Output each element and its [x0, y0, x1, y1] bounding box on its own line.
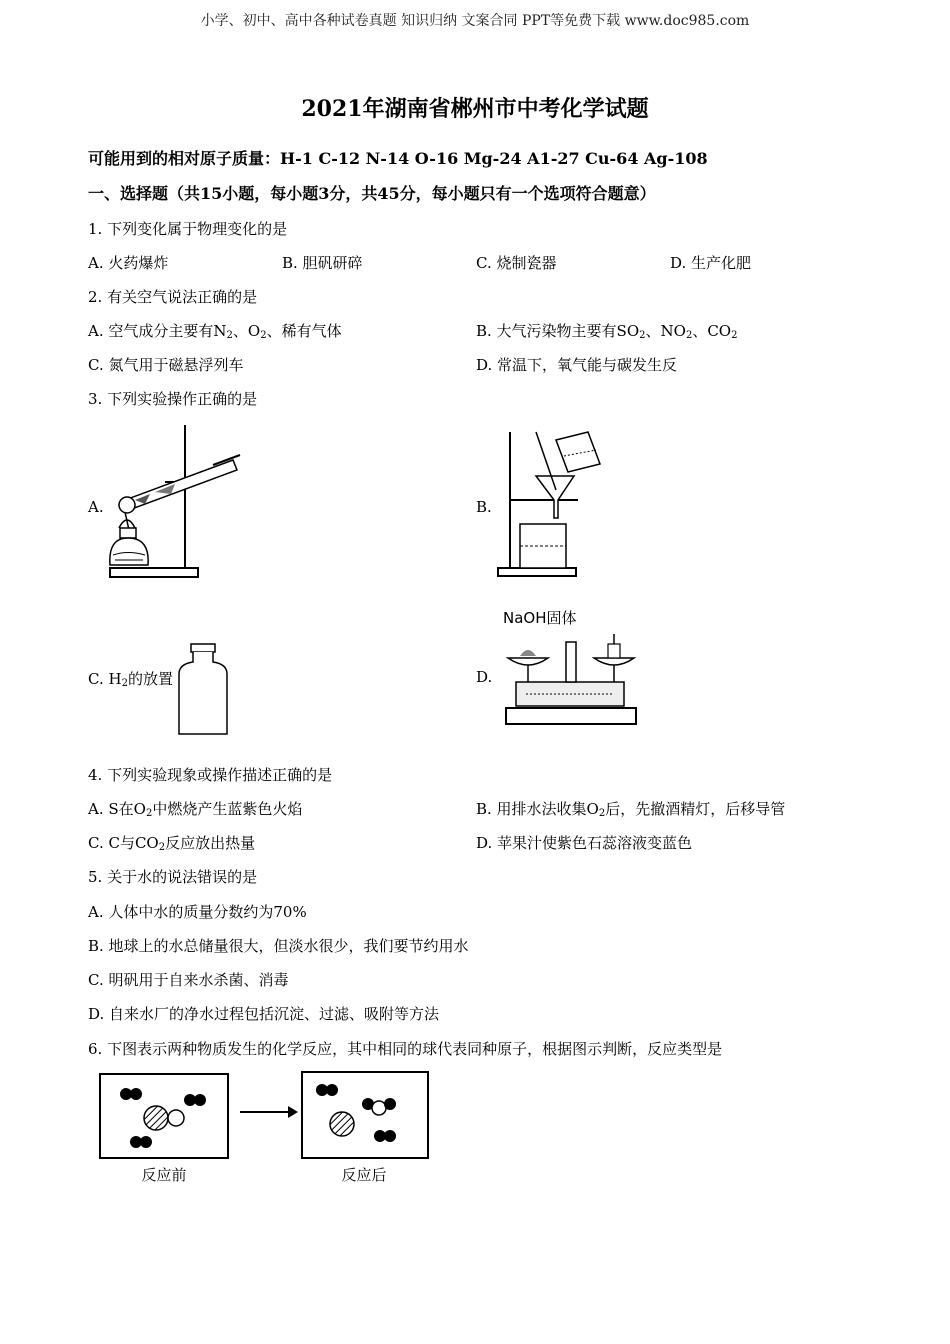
arrow-icon — [240, 1106, 298, 1118]
q5-option-b: B. 地球上的水总储量很大，但淡水很少，我们要节约用水 — [88, 937, 469, 955]
q3-figure-b-filtration-apparatus — [496, 428, 606, 580]
q3-figure-d-label: NaOH固体 — [503, 609, 577, 627]
q5-stem: 5. 关于水的说法错误的是 — [88, 868, 258, 886]
page-title: 2021年湖南省郴州市中考化学试题 — [301, 96, 649, 122]
after-reaction-box — [302, 1072, 428, 1158]
q2-option-a: A. 空气成分主要有$N_2$、$O_2$、稀有气体 — [88, 322, 342, 341]
q1-option-a: A. 火药爆炸 — [88, 254, 169, 272]
q1-option-b: B. 胆矾研碎 — [282, 254, 363, 272]
q3-option-a-label: A. — [88, 498, 104, 516]
q1-option-c: C. 烧制瓷器 — [476, 254, 557, 272]
q4-option-a: A. S在$O_2$中燃烧产生蓝紫色火焰 — [88, 800, 303, 819]
q5-option-c: C. 明矾用于自来水杀菌、消毒 — [88, 971, 289, 989]
q2-option-d: D. 常温下，氧气能与碳发生反 — [476, 356, 678, 374]
q4-option-d: D. 苹果汁使紫色石蕊溶液变蓝色 — [476, 834, 693, 852]
q2-option-b: B. 大气污染物主要有$SO_2$、$NO_2$、$CO_2$ — [476, 322, 738, 341]
before-reaction-box — [100, 1074, 228, 1158]
q3-option-d-label: D. — [476, 668, 493, 686]
after-label: 反应后 — [341, 1166, 387, 1184]
q6-stem: 6. 下图表示两种物质发生的化学反应，其中相同的球代表同种原子，根据图示判断，反应类型是 — [88, 1040, 723, 1058]
q3-figure-a-heating-apparatus — [105, 420, 250, 582]
section-heading: 一、选择题（共15小题，每小题3分，共45分，每小题只有一个选项符合题意） — [88, 184, 656, 203]
q4-option-b: B. 用排水法收集$O_2$后，先撤酒精灯，后移导管 — [476, 800, 786, 819]
q2-option-c: C. 氮气用于磁悬浮列车 — [88, 356, 244, 374]
q3-figure-c-gas-bottle — [175, 640, 231, 738]
q4-stem: 4. 下列实验现象或操作描述正确的是 — [88, 766, 333, 784]
q3-figure-d-balance — [496, 630, 646, 730]
q1-option-d: D. 生产化肥 — [670, 254, 752, 272]
q2-stem: 2. 有关空气说法正确的是 — [88, 288, 258, 306]
q4-option-c: C. C与$CO_2$反应放出热量 — [88, 834, 256, 853]
q3-option-c-label: C. $H_2$的放置 — [88, 670, 173, 689]
q3-stem: 3. 下列实验操作正确的是 — [88, 390, 258, 408]
before-label: 反应前 — [141, 1166, 187, 1184]
q1-stem: 1. 下列变化属于物理变化的是 — [88, 220, 288, 238]
q3-option-b-label: B. — [476, 498, 492, 516]
atomic-masses-line: 可能用到的相对原子质量：H-1 C-12 N-14 O-16 Mg-24 A1-27 Cu-64 Ag-108 — [88, 149, 708, 168]
q5-option-a: A. 人体中水的质量分数约为70% — [88, 903, 307, 921]
q6-reaction-diagram — [96, 1068, 436, 1190]
top-banner: 小学、初中、高中各种试卷真题 知识归纳 文案合同 PPT等免费下载 www.doc985.com — [200, 13, 750, 29]
q5-option-d: D. 自来水厂的净水过程包括沉淀、过滤、吸附等方法 — [88, 1005, 440, 1023]
